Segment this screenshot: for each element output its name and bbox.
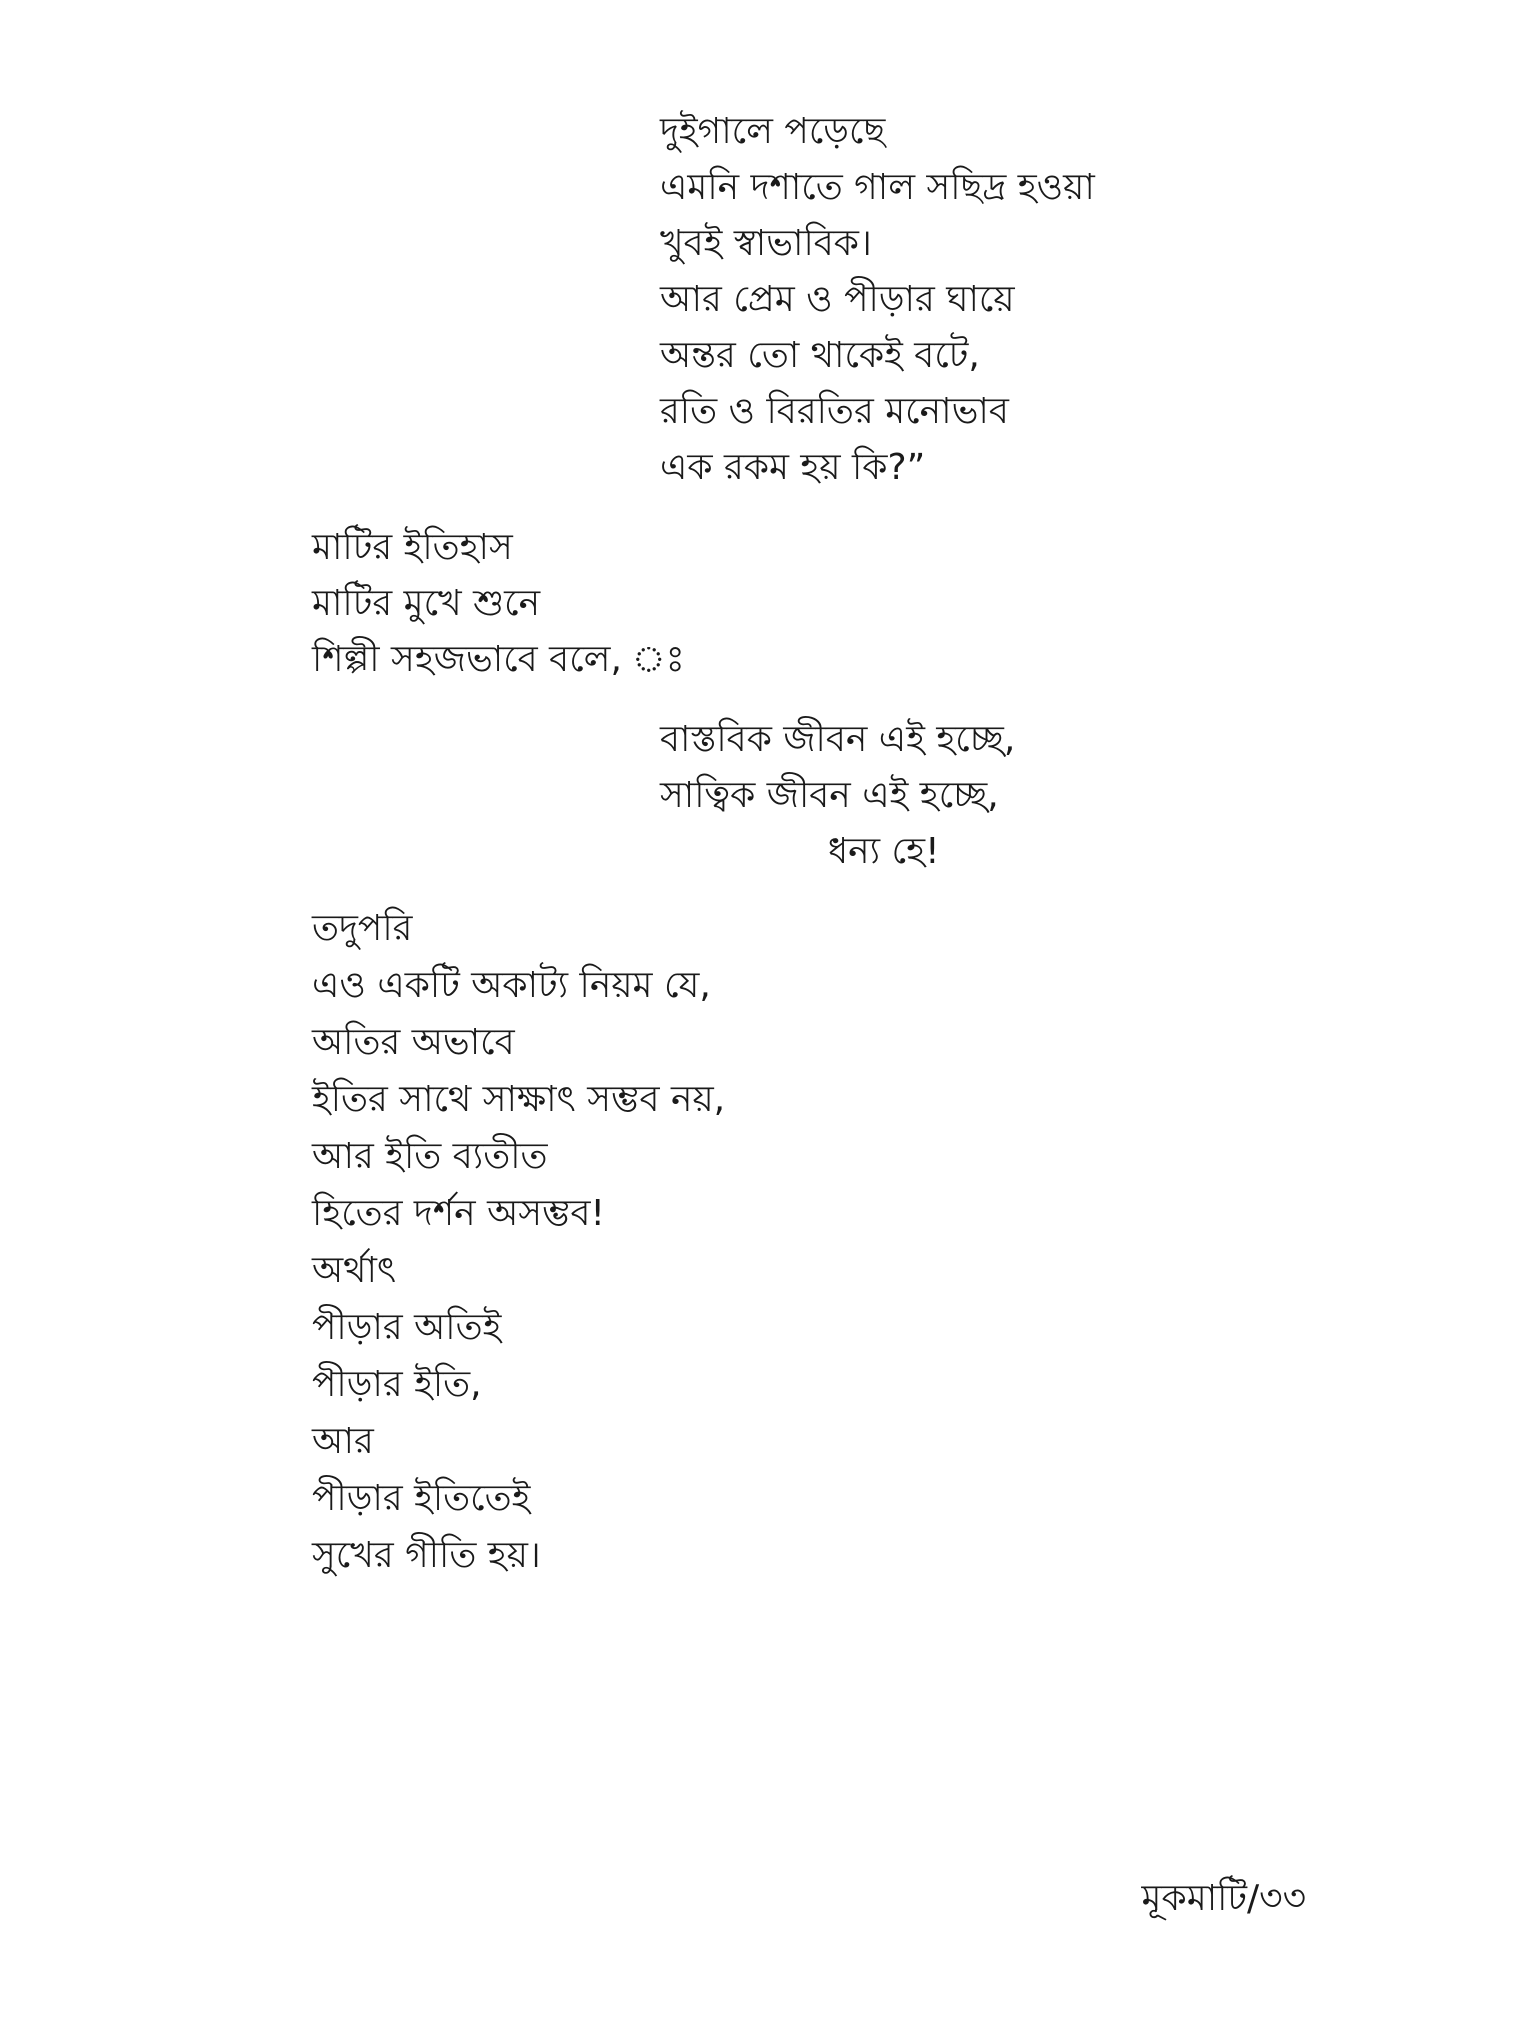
poem-line: ইতির সাথে সাক্ষাৎ সম্ভব নয়,: [312, 1079, 726, 1120]
poem-line: বাস্তবিক জীবন এই হচ্ছে,: [660, 719, 1016, 760]
poem-line: এও একটি অকাট্য নিয়ম যে,: [312, 965, 711, 1006]
poem-line: খুবই স্বাভাবিক।: [660, 223, 872, 264]
poem-line: ধন্য হে!: [828, 831, 940, 872]
poem-line: সাত্বিক জীবন এই হচ্ছে,: [660, 775, 999, 816]
page-number-footer: মূকমাটি/৩৩: [1141, 1878, 1306, 1919]
poem-line: মাটির মুখে শুনে: [312, 583, 541, 624]
poem-line: দুইগালে পড়েছে: [660, 111, 886, 152]
poem-line: হিতের দর্শন অসম্ভব!: [312, 1193, 605, 1234]
poem-line: পীড়ার ইতিতেই: [312, 1478, 531, 1519]
poem-line: এমনি দশাতে গাল সছিদ্র হওয়া: [660, 167, 1095, 208]
stanza-4: [312, 900, 725, 1584]
poem-line: শিল্পী সহজভাবে বলে, ঃ: [312, 639, 685, 680]
poem-line: অতির অভাবে: [312, 1022, 515, 1063]
poem-line: অর্থাৎ: [312, 1250, 397, 1291]
stanza-3: [660, 712, 1015, 880]
poem-line: এক রকম হয় কি?”: [660, 447, 926, 488]
poem-line: তদুপরি: [312, 908, 413, 949]
poem-line: সুখের গীতি হয়।: [312, 1535, 541, 1576]
poem-line: পীড়ার ইতি,: [312, 1364, 482, 1405]
poem-line: রতি ও বিরতির মনোভাব: [660, 391, 1009, 432]
poem-line: পীড়ার অতিই: [312, 1307, 502, 1348]
poem-line: মাটির ইতিহাস: [312, 527, 513, 568]
poem-line: আর: [312, 1421, 374, 1462]
stanza-2: [312, 520, 685, 688]
poem-line: আর ইতি ব্যতীত: [312, 1136, 548, 1177]
poem-line: আর প্রেম ও পীড়ার ঘায়ে: [660, 279, 1015, 320]
stanza-1: [660, 104, 1095, 496]
poem-line: অন্তর তো থাকেই বটে,: [660, 335, 980, 376]
